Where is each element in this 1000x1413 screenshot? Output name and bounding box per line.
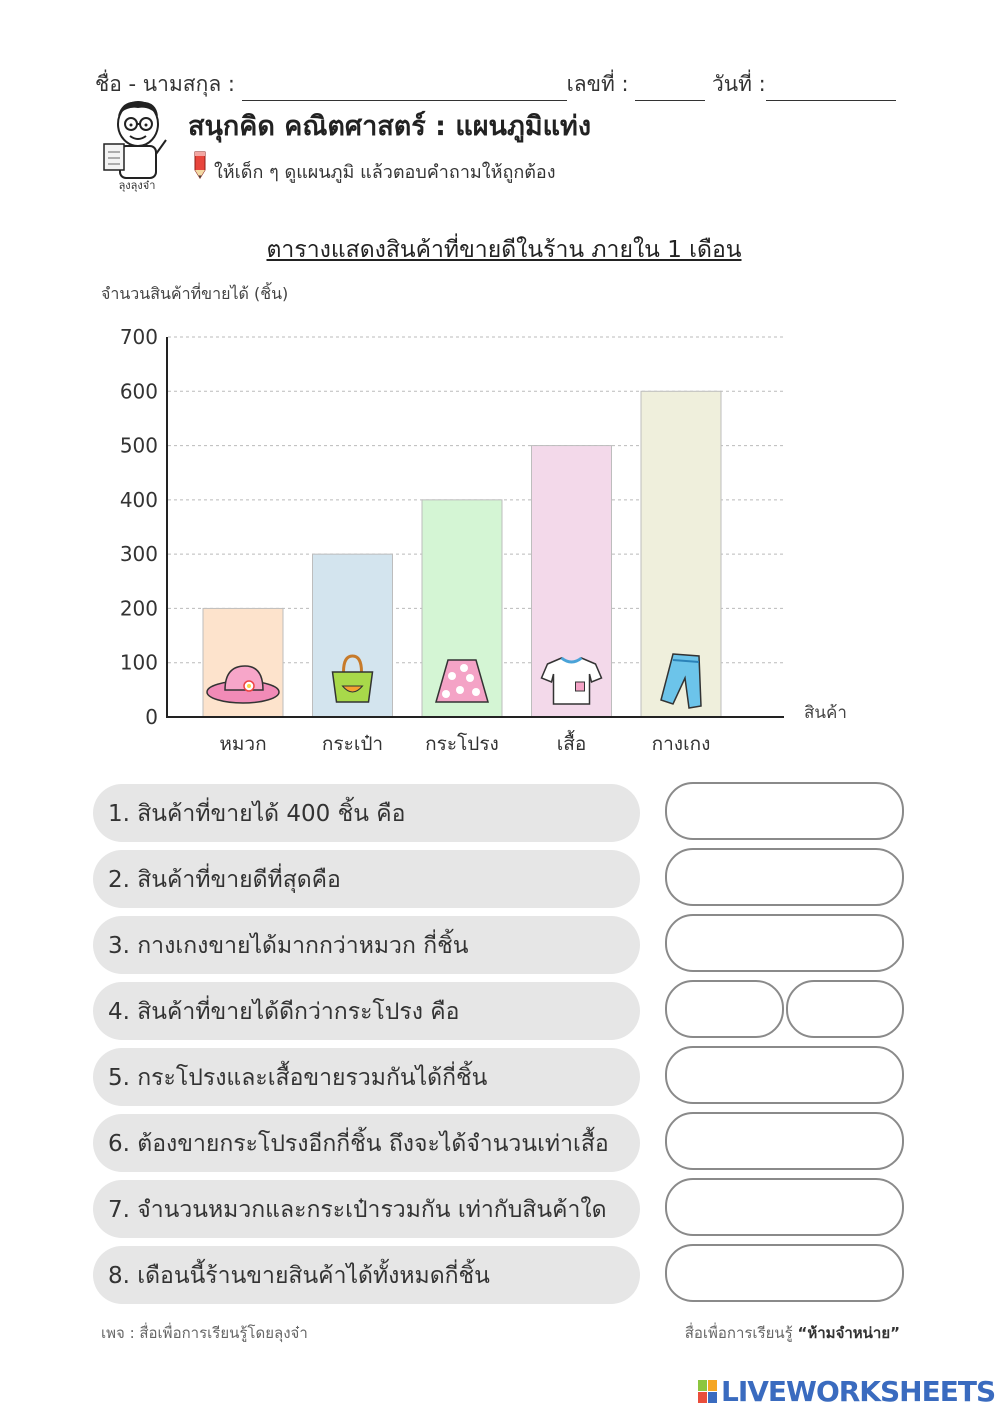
answer-box-4-2[interactable]: [786, 980, 904, 1038]
bar-chart: [0, 310, 1000, 760]
y-axis-label: จำนวนสินค้าที่ขายได้ (ชิ้น): [101, 284, 289, 303]
y-tick-label: 100: [119, 650, 158, 675]
answer-box-1[interactable]: [665, 782, 904, 840]
question-text: 4. สินค้าที่ขายได้ดีกว่ากระโปรง คือ: [108, 999, 460, 1025]
question-6: [93, 1114, 640, 1172]
footer-note-bold: “ห้ามจำหน่าย”: [797, 1324, 900, 1342]
answer-box-4-1[interactable]: [665, 980, 784, 1038]
answer-box-2[interactable]: [665, 848, 904, 906]
question-1: [93, 784, 640, 842]
mascot-caption: ลุงลุงจ๋า: [118, 179, 156, 192]
pencil-icon: [189, 150, 211, 180]
y-tick-label: 300: [119, 542, 158, 567]
y-tick-label: 400: [119, 487, 158, 512]
question-4: [93, 982, 640, 1040]
date-blank[interactable]: [766, 82, 896, 101]
question-text: 6. ต้องขายกระโปรงอีกกี่ชิ้น ถึงจะได้จำนวนเท่าเสื้อ: [108, 1131, 609, 1157]
worksheet-title: สนุกคิด คณิตศาสตร์ : แผนภูมิแท่ง: [188, 111, 591, 142]
answer-box-6[interactable]: [665, 1112, 904, 1170]
y-tick-label: 0: [145, 705, 158, 729]
answer-box-7[interactable]: [665, 1178, 904, 1236]
question-text: 5. กระโปรงและเสื้อขายรวมกันได้กี่ชิ้น: [108, 1065, 488, 1091]
x-category-label: กระโปรง: [425, 733, 499, 755]
question-5: [93, 1048, 640, 1106]
liveworksheets-brand[interactable]: LIVEWORKSHEETS: [721, 1375, 996, 1408]
question-text: 8. เดือนนี้ร้านขายสินค้าได้ทั้งหมดกี่ชิ้น: [108, 1263, 490, 1289]
y-tick-label: 600: [119, 379, 158, 404]
answer-box-3[interactable]: [665, 914, 904, 972]
question-text: 1. สินค้าที่ขายได้ 400 ชิ้น คือ: [108, 801, 406, 827]
question-text: 7. จำนวนหมวกและกระเป๋ารวมกัน เท่ากับสินค้าใด: [108, 1197, 607, 1223]
y-tick-label: 500: [119, 433, 158, 458]
footer-note-prefix: สื่อเพื่อการเรียนรู้: [684, 1324, 793, 1342]
chart-x-categories: [219, 730, 710, 755]
name-label: ชื่อ - นามสกุล :: [95, 72, 235, 96]
question-2: [93, 850, 640, 908]
x-category-label: กางเกง: [651, 733, 711, 755]
question-8: [93, 1246, 640, 1304]
y-tick-label: 200: [119, 596, 158, 621]
x-axis-label: สินค้า: [804, 703, 847, 723]
question-text: 3. กางเกงขายได้มากกว่าหมวก กี่ชิ้น: [108, 933, 469, 959]
chart-title: ตารางแสดงสินค้าที่ขายดีในร้าน ภายใน 1 เดือน: [266, 237, 742, 263]
x-category-label: เสื้อ: [556, 733, 587, 755]
x-category-label: กระเป๋า: [321, 733, 384, 755]
answer-box-8[interactable]: [665, 1244, 904, 1302]
footer-note: [685, 1321, 900, 1345]
footer-page-credit: เพจ : สื่อเพื่อการเรียนรู้โดยลุงจ๋า: [101, 1324, 308, 1342]
number-label: เลขที่ :: [566, 72, 629, 96]
x-category-label: หมวก: [219, 733, 267, 755]
instruction-text: ให้เด็ก ๆ ดูแผนภูมิ แล้วตอบคำถามให้ถูกต้อง: [214, 162, 556, 183]
question-7: [93, 1180, 640, 1238]
answer-box-5[interactable]: [665, 1046, 904, 1104]
chart-y-ticks: [120, 325, 158, 729]
date-label: วันที่ :: [712, 72, 766, 96]
y-tick-label: 700: [119, 325, 158, 349]
question-3: [93, 916, 640, 974]
liveworksheets-logo-icon: [698, 1380, 718, 1404]
number-blank[interactable]: [635, 82, 705, 101]
student-info-line: [95, 68, 905, 101]
question-text: 2. สินค้าที่ขายดีที่สุดคือ: [108, 867, 341, 893]
name-blank[interactable]: [242, 82, 567, 101]
